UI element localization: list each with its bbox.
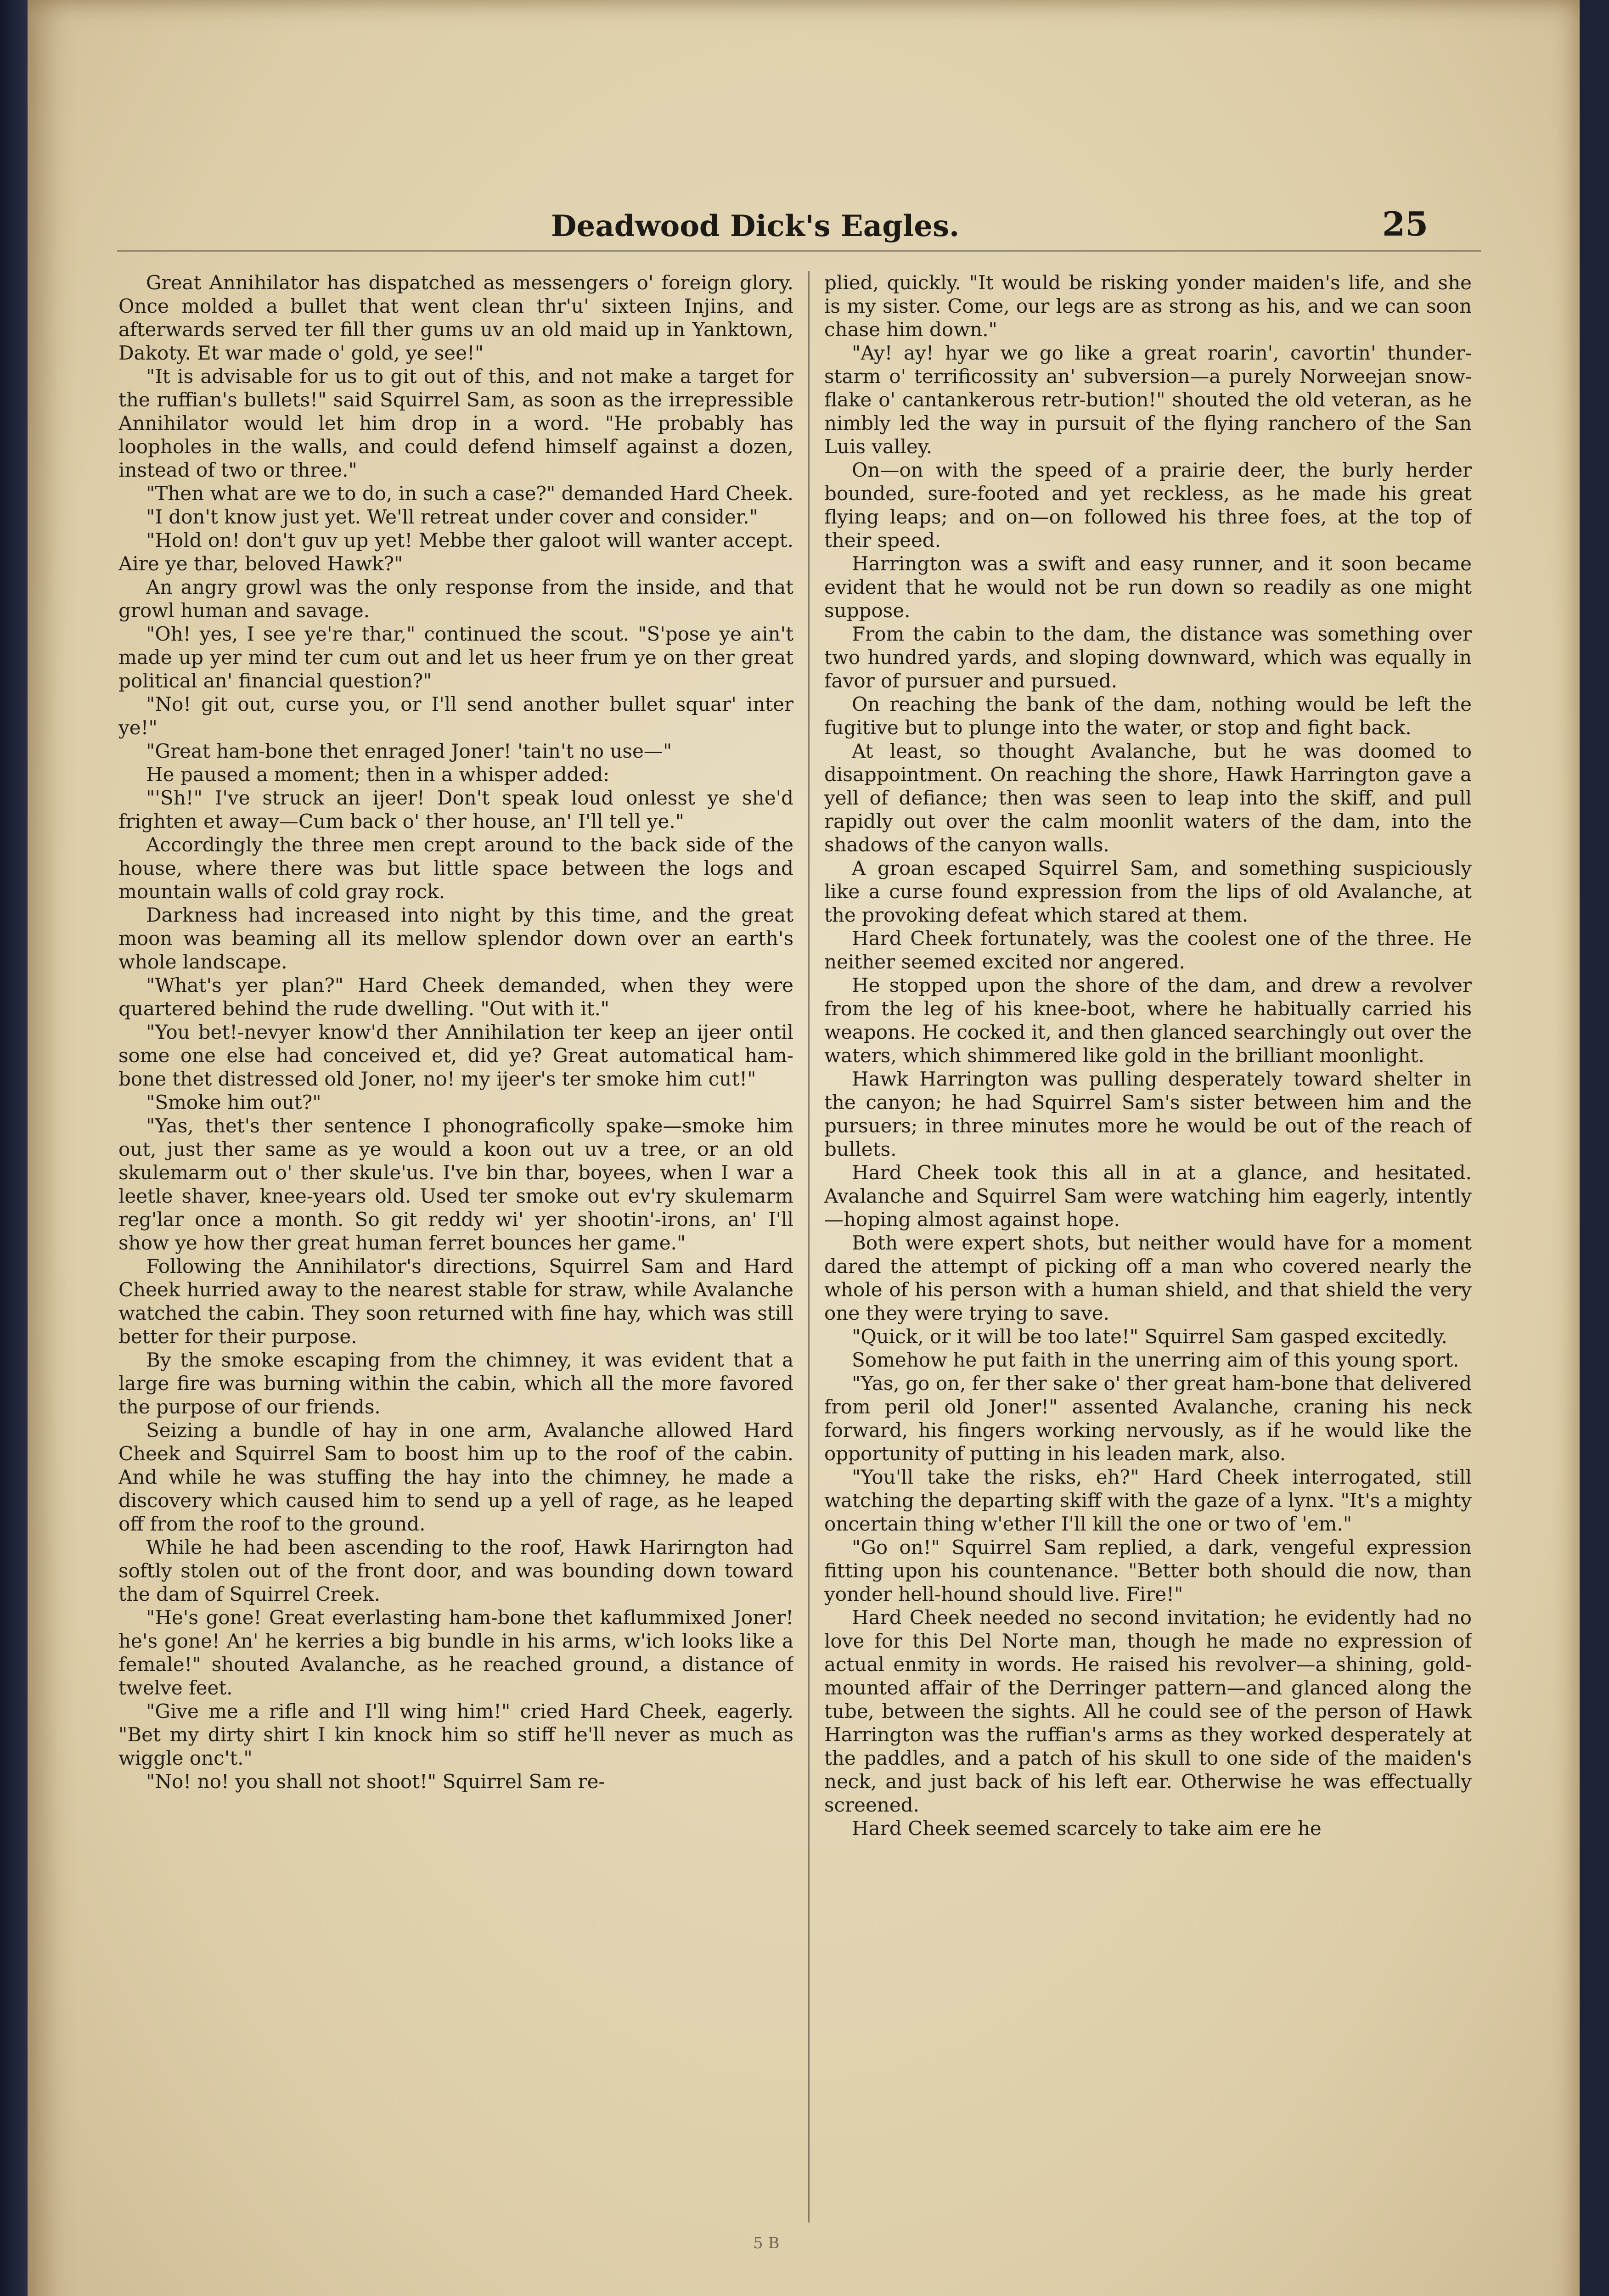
paragraph: At least, so thought Avalanche, but he was doomed to disappointment. On reaching the shore, Hawk Harrington gave a yell of defiance; then was seen to leap into the skiff, and pull rapidly out over the calm moonlit waters of the dam, into the shadows of the canyon walls. <box>824 740 1472 856</box>
paragraph: "Yas, thet's ther sentence I phonograficolly spake—smoke him out, just ther same as ye would a koon out uv a tree, or an old skulemarm out o' ther skule'us. I've bin thar, boyees, when I war a leetle shaver, knee-years old. Used ter smoke out ev'ry skulemarm reg'lar once a month. So git reddy wi' yer shootin'-irons, an' I'll show ye how ther great human ferret bounces her game." <box>118 1114 793 1254</box>
header-rule <box>117 250 1481 252</box>
paragraph: Somehow he put faith in the unerring aim of this young sport. <box>852 1349 1459 1371</box>
running-title: Deadwood Dick's Eagles. <box>551 209 960 243</box>
paragraph: "'Sh!" I've struck an ijeer! Don't speak loud onlesst ye she'd frighten et away—Cum back o' ther house, an' I'll tell ye." <box>118 787 793 833</box>
paragraph: plied, quickly. "It would be risking yonder maiden's life, and she is my sister. Come, our legs are as strong as his, and we can soon chase him down." <box>824 271 1472 341</box>
paragraph: "Great ham-bone thet enraged Joner! 'tain't no use—" <box>146 740 672 762</box>
page-binding <box>0 0 28 2296</box>
paragraph: "Yas, go on, fer ther sake o' ther great ham-bone that delivered from peril old Joner!" assented Avalanche, craning his neck forward, his fingers working nervously, as if he would like the opportunity of putting in his leaden mark, also. <box>824 1372 1472 1465</box>
book-page <box>28 0 1580 2296</box>
left-column <box>118 271 793 2223</box>
paragraph: Great Annihilator has dispatched as messengers o' foreign glory. Once molded a bullet that went clean thr'u' sixteen Injins, and afterwards served ter fill ther gums uv an old maid up in Yanktown, Dakoty. Et war made o' gold, ye see!" <box>118 271 793 364</box>
paragraph: He paused a moment; then in a whisper added: <box>146 763 610 786</box>
paragraph: A groan escaped Squirrel Sam, and something suspiciously like a curse found expression from the lips of old Avalanche, at the provoking defeat which stared at them. <box>824 857 1472 926</box>
paragraph: "Hold on! don't guv up yet! Mebbe ther galoot will wanter accept. Aire ye thar, beloved Hawk?" <box>118 529 793 575</box>
paragraph: Accordingly the three men crept around to the back side of the house, where there was but little space between the logs and mountain walls of cold gray rock. <box>118 833 793 903</box>
paragraph: Hard Cheek fortunately, was the coolest one of the three. He neither seemed excited nor angered. <box>824 927 1472 973</box>
paragraph: "It is advisable for us to git out of this, and not make a target for the ruffian's bullets!" said Squirrel Sam, as soon as the irrepressible Annihilator would let him drop in a word. "He probably has loopholes in the walls, and could defend himself against a dozen, instead of two or three." <box>118 365 793 481</box>
paragraph: Both were expert shots, but neither would have for a moment dared the attempt of picking off a man who covered nearly the whole of his person with a human shield, and that shield the very one they were trying to save. <box>824 1232 1472 1324</box>
paragraph: Harrington was a swift and easy runner, and it soon became evident that he would not be run down so readily as one might suppose. <box>824 552 1472 622</box>
paragraph: On reaching the bank of the dam, nothing would be left the fugitive but to plunge into the water, or stop and fight back. <box>824 693 1472 739</box>
paragraph: "Oh! yes, I see ye're thar," continued the scout. "S'pose ye ain't made up yer mind ter cum out and let us heer frum ye on ther great political an' financial question?" <box>118 623 793 692</box>
paragraph: By the smoke escaping from the chimney, it was evident that a large fire was burning within the cabin, which all the more favored the purpose of our friends. <box>118 1349 793 1418</box>
paragraph: Hawk Harrington was pulling desperately toward shelter in the canyon; he had Squirrel Sam's sister between him and the pursuers; in three minutes more he would be out of the reach of bullets. <box>824 1068 1472 1160</box>
column-divider <box>808 271 810 2223</box>
paragraph: Hard Cheek took this all in at a glance, and hesitated. Avalanche and Squirrel Sam were watching him eagerly, intently—hoping almost against hope. <box>824 1161 1472 1231</box>
page-number: 25 <box>1382 204 1429 243</box>
paragraph: "Ay! ay! hyar we go like a great roarin', cavortin' thunder-starm o' terrificossity an' subversion—a purely Norweejan snow-flake o' cantankerous retr-bution!" shouted the old veteran, as he nimbly led the way in pursuit of the flying ranchero of the San Luis valley. <box>824 342 1472 458</box>
signature-mark: 5 B <box>753 2234 780 2252</box>
right-column <box>824 271 1472 2223</box>
paragraph: "Give me a rifle and I'll wing him!" cried Hard Cheek, eagerly. "Bet my dirty shirt I kin knock him so stiff he'll never as much as wiggle onc't." <box>118 1700 793 1769</box>
paragraph: An angry growl was the only response from the inside, and that growl human and savage. <box>118 576 793 622</box>
paragraph: "I don't know just yet. We'll retreat under cover and consider." <box>146 506 758 528</box>
paragraph: "Smoke him out?" <box>146 1091 321 1114</box>
paragraph: Hard Cheek seemed scarcely to take aim ere he <box>852 1817 1322 1840</box>
paragraph: On—on with the speed of a prairie deer, the burly herder bounded, sure-footed and yet reckless, as he made his great flying leaps; and on—on followed his three foes, at the top of their speed. <box>824 459 1472 551</box>
paragraph: Seizing a bundle of hay in one arm, Avalanche allowed Hard Cheek and Squirrel Sam to boost him up to the roof of the cabin. And while he was stuffing the hay into the chimney, he made a discovery which caused him to send up a yell of rage, as he leaped off from the roof to the ground. <box>118 1419 793 1535</box>
paragraph: "You'll take the risks, eh?" Hard Cheek interrogated, still watching the departing skiff with the gaze of a lynx. "It's a mighty oncertain thing w'ether I'll kill the one or two of 'em." <box>824 1466 1472 1535</box>
paragraph: "Then what are we to do, in such a case?" demanded Hard Cheek. <box>146 482 793 505</box>
paragraph: Following the Annihilator's directions, Squirrel Sam and Hard Cheek hurried away to the nearest stable for straw, while Avalanche watched the cabin. They soon returned with fine hay, which was still better for their purpose. <box>118 1255 793 1348</box>
paragraph: "What's yer plan?" Hard Cheek demanded, when they were quartered behind the rude dwelling. "Out with it." <box>118 974 793 1020</box>
paragraph: "He's gone! Great everlasting ham-bone thet kaflummixed Joner! he's gone! An' he kerries a big bundle in his arms, w'ich looks like a female!" shouted Avalanche, as he reached ground, a distance of twelve feet. <box>118 1606 793 1699</box>
paragraph: "Quick, or it will be too late!" Squirrel Sam gasped excitedly. <box>852 1325 1447 1348</box>
paragraph: Darkness had increased into night by this time, and the great moon was beaming all its mellow splendor down over an earth's whole landscape. <box>118 904 793 973</box>
paragraph: "No! no! you shall not shoot!" Squirrel Sam re- <box>146 1770 605 1793</box>
paragraph: He stopped upon the shore of the dam, and drew a revolver from the leg of his knee-boot, where he habitually carried his weapons. He cocked it, and then glanced searchingly out over the waters, which shimmered like gold in the brilliant moonlight. <box>824 974 1472 1067</box>
paragraph: "You bet!-nevyer know'd ther Annihilation ter keep an ijeer ontil some one else had conceived et, did ye? Great automatical ham-bone thet distressed old Joner, no! my ijeer's ter smoke him cut!" <box>118 1021 793 1090</box>
paragraph: Hard Cheek needed no second invitation; he evidently had no love for this Del Norte man, though he made no expression of actual enmity in words. He raised his revolver—a shining, gold-mounted affair of the Derringer pattern—and glanced along the tube, between the sights. All he could see of the person of Hawk Harrington was the ruffian's arms as they worked desperately at the paddles, and a patch of his skull to one side of the maiden's neck, and just back of his left ear. Otherwise he was effectually screened. <box>824 1606 1472 1816</box>
paragraph: While he had been ascending to the roof, Hawk Harirngton had softly stolen out of the front door, and was bounding down toward the dam of Squirrel Creek. <box>118 1536 793 1605</box>
paragraph: "No! git out, curse you, or I'll send another bullet squar' inter ye!" <box>118 693 793 739</box>
paragraph: "Go on!" Squirrel Sam replied, a dark, vengeful expression fitting upon his countenance. "Better both should die now, than yonder hell-hound should live. Fire!" <box>824 1536 1472 1605</box>
paragraph: From the cabin to the dam, the distance was something over two hundred yards, and sloping downward, which was equally in favor of pursuer and pursued. <box>824 623 1472 692</box>
